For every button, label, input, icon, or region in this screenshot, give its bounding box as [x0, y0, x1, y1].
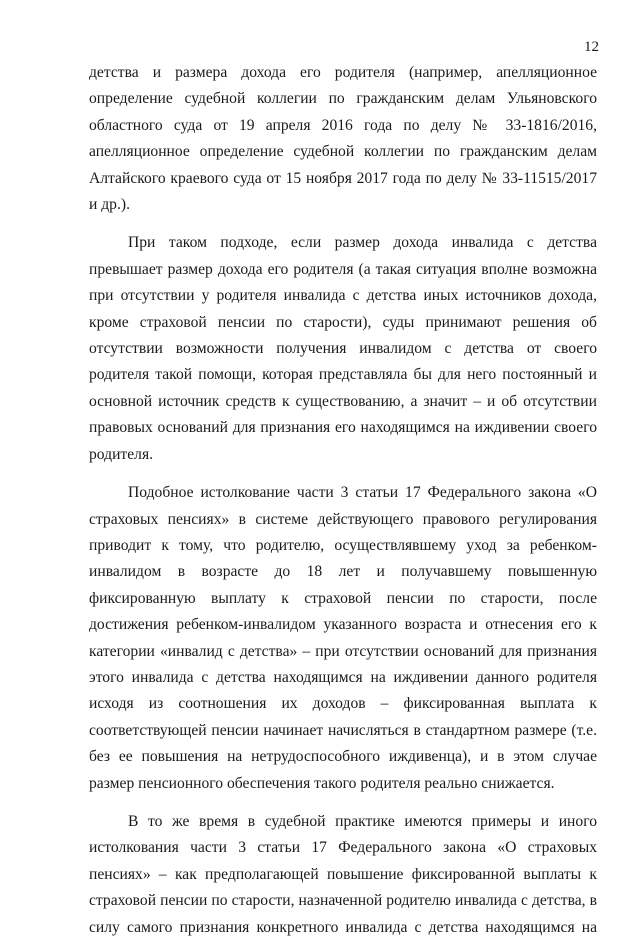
paragraph-interpretation: Подобное истолкование части 3 статьи 17 Федерального закона «О страховых пенсиях» в системе действующего правового регулирования приводит к тому, что родителю, осуществлявшему уход за ребенком-инвалидом в возрасте до 18 лет и получавшему повышенную фиксированную выплату к страховой пенсии по старости, после достижения ребенком-инвалидом указанного возраста и отнесения его к категории «инвалид с детства» – при отсутствии оснований для признания этого инвалида с детства находящимся на иждивении данного родителя исходя из соотношения их доходов – фиксированная выплата к соответствующей пенсии начинает начисляться в стандартном размере (т.е. без ее повышения на нетрудоспособного иждивенца), и в этом случае размер пенсионного обеспечения такого родителя реально снижается.	[89, 484, 597, 792]
paragraph-alternative-practice: В то же время в судебной практике имеются примеры и иного истолкования части 3 статьи 17 Федерального закона «О страховых пенсиях» – как предполагающей повышение фиксированной выплаты к страховой пенсии по старости, назначенной родителю инвалида с детства, в силу самого признания конкретного инвалида с детства находящимся на	[89, 812, 597, 936]
page-number: 12	[584, 39, 599, 55]
paragraph-approach: При таком подходе, если размер дохода инвалида с детства превышает размер дохода его родителя (а такая ситуация вполне возможна при отсутствии у родителя инвалида с детства иных источников дохода, кроме страховой пенсии по старости), суды принимают решения об отсутствии возможности получения инвалидом с детства от своего родителя такой помощи, которая представляла бы для него постоянный и основной источник средств к существованию, а значит – и об отсутствии правовых оснований для признания его находящимся на иждивении своего родителя.	[89, 234, 597, 463]
document-body	[89, 60, 597, 941]
paragraph-continuation: детства и размера дохода его родителя (например, апелляционное определение судебной коллегии по гражданским делам Ульяновского областного суда от 19 апреля 2016 года по делу № 33-1816/2016, апелляционное определение судебной коллегии по гражданским делам Алтайского краевого суда от 15 ноября 2017 года по делу № 33-11515/2017 и др.).	[89, 64, 597, 214]
